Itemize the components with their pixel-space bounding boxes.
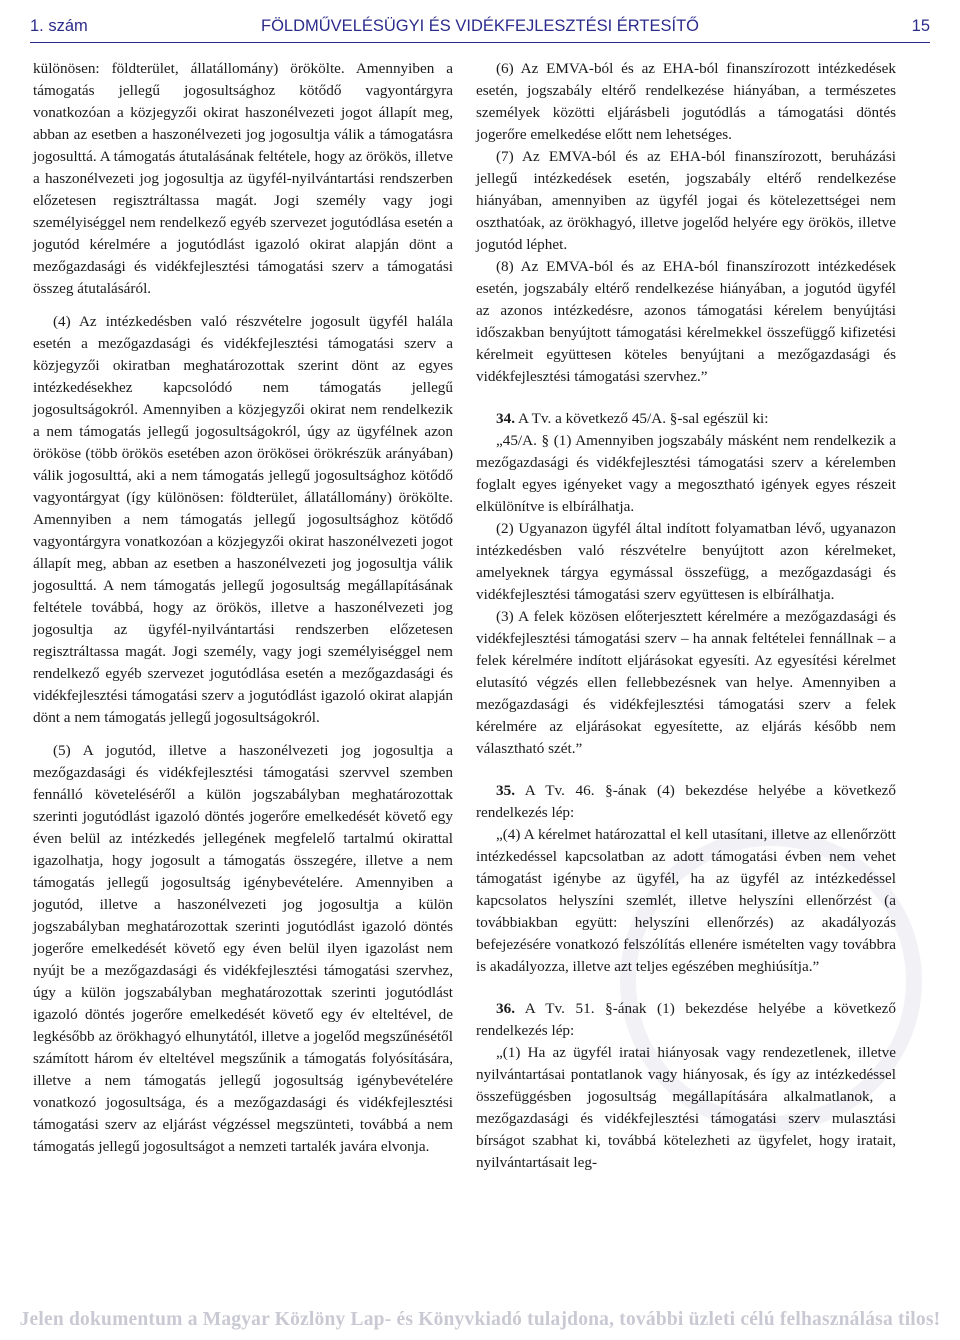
section-35-paragraph-1: „(4) A kérelmet határozattal el kell utasítani, illetve az ellenőrzött intézkedéssel kapcsolatban az adott támogatási évben nem vehet támogatást igénybe az ügyfél, ha az ügyfél az intézkedéssel kapcsolatos helyszíni szemlét, illetve helyszíni ellenőrzést (a továbbiakban együtt: helyszíni ellenőrzés) az akadályozás befejezésére vonatkozó felszólítás ellenére ismételten vagy továbbra is akadályozza, illetve azt teljes egészében meghiúsítja.”: [476, 826, 896, 975]
section-34-paragraph-3: (3) A felek közösen előterjesztett kérelmére a mezőgazdasági és vidékfejlesztési támogatási szerv – ha annak feltételei fennállnak – a felek kérelmére indított eljárásokat egyesíti. Az egyesítési kérelmet elutasító végzés ellen fellebbezésnek van helye. Amennyiben a mezőgazdasági és vidékfejlesztési támogatási szerv a felek kérelmére az eljárásokat egyesítette, az eljárás később nem választható szét.”: [476, 608, 896, 757]
section-36-paragraph-1: „(1) Ha az ügyfél iratai hiányosak vagy rendezetlenek, illetve nyilvántartásai pontatlanok vagy hiányosak, és így az intézkedéssel összefüggésben jogosultság megállapítására alkalmatlanok, a mezőgazdasági és vidékfejlesztési támogatási szerv mulasztási bírságot szabhat ki, továbbá kötelezheti az ügyfelet, hogy iratait, nyilvántartásait leg-: [476, 1044, 896, 1171]
paragraph-6: (6) Az EMVA-ból és az EHA-ból finanszírozott intézkedések esetén, jogszabály eltérő rendelkezése hiányában, a természetes személyek közötti eljárásbeli jogutódlás a támogatási döntés jogerőre emelkedése előtt nem lehetséges.: [476, 60, 896, 143]
paragraph-5: (5) A jogutód, illetve a haszonélvezeti jog jogosultja a mezőgazdasági és vidékfejlesztési támogatási szervvel szemben fennálló követeléséről a külön jogszabályban meghatározottak szerinti jogutódlást igazoló döntés jogerőre emelkedését követő egy éven belül az intézkedés jellegének megfelelő tartalmú okirattal igazolhatja, hogy jogosult a támogatás összegére, illetve a nem támogatás jellegű jogosultság igénybevételére. Amennyiben a jogutód, illetve a haszonélvezeti jog jogosultja a külön jogszabályban meghatározottak szerinti jogutódlást igazoló döntés jogerőre emelkedését követő egy éven belül ilyen igazolást nem nyújt be a mezőgazdasági és vidékfejlesztési támogatási szervhez, úgy a külön jogszabályban meghatározottak szerinti jogutódlást igazoló döntés jogerőre emelkedését követő egy év elteltével, de legkésőbb az örökhagyó elhunytától, illetve a jogelőd megszűnésétől számított három év elteltével megszűnik a támogatás folyósítására, illetve a nem támogatás jellegű jogosultság igénybevételére vonatkozó jogosultsága, és a mezőgazdasági és vidékfejlesztési támogatási szerv az eljárást végzéssel megszünteti, továbbá a nem támogatás jellegű jogosultságot a nemzeti tartalék javára elvonja.: [33, 742, 453, 1155]
page-number: 15: [911, 17, 930, 35]
section-36-heading: [476, 998, 896, 1042]
right-column: [476, 58, 896, 1174]
left-column: [33, 58, 453, 1158]
section-36-number: 36.: [496, 1000, 515, 1017]
section-35-intro: A Tv. 46. §-ának (4) bekezdése helyébe a következő rendelkezés lép:: [476, 782, 896, 821]
section-34-number: 34.: [496, 410, 515, 427]
publication-title: FÖLDMŰVELÉSÜGYI ÉS VIDÉKFEJLESZTÉSI ÉRTESÍTŐ: [261, 17, 699, 35]
copyright-watermark: Jelen dokumentum a Magyar Közlöny Lap- és Könyvkiadó tulajdona, további üzleti célú felhasználása tilos!: [0, 1300, 960, 1340]
section-35-number: 35.: [496, 782, 515, 799]
section-36-intro: A Tv. 51. §-ának (1) bekezdése helyébe a következő rendelkezés lép:: [476, 1000, 896, 1039]
section-34-intro: A Tv. a következő 45/A. §-sal egészül ki:: [514, 410, 769, 427]
section-35-heading: [476, 780, 896, 824]
section-34-paragraph-2: (2) Ugyanazon ügyfél által indított folyamatban lévő, ugyanazon intézkedésben való részvételre benyújtott azon kérelmeket, amelyeknek tárgya egymással összefügg, a mezőgazdasági és vidékfejlesztési támogatási szerv együttesen is elbírálhatja.: [476, 520, 896, 603]
section-34-heading: [476, 408, 896, 430]
section-34-paragraph-1: „45/A. § (1) Amennyiben jogszabály másként nem rendelkezik a mezőgazdasági és vidékfejlesztési támogatási szerv a kérelemben foglalt egyes igényeket vagy a megosztható igények egyes részeit elkülönítve is elbírálhatja.: [476, 432, 896, 515]
paragraph-8: (8) Az EMVA-ból és az EHA-ból finanszírozott intézkedések esetén, jogszabály eltérő rendelkezése hiányában, a jogutód ügyfél az azonos intézkedésre, azonos támogatási kérelem benyújtási időszakban benyújtott támogatási kérelmekkel összefüggő kifizetési kérelmeit együttesen köteles benyújtani a mezőgazdasági és vidékfejlesztési támogatási szervhez.”: [476, 258, 896, 385]
paragraph-4: (4) Az intézkedésben való részvételre jogosult ügyfél halála esetén a mezőgazdasági és vidékfejlesztési támogatási szerv a közjegyzői okiratban meghatározottak szerint dönt az egyes intézkedésekhez kapcsolódó nem támogatás jellegű jogosultságokról. Amennyiben a közjegyzői okirat nem rendelkezik a nem támogatás jellegű jogosultságokról, úgy az ügyfélnek azon örököse (több örökös esetében azon örökösei örökrészük arányában) válik jogosulttá, aki a nem támogatás jellegű jogosultsághoz kötődő vagyontárgyat (így különösen: földterület, állatállomány) örökölte. Amennyiben a nem támogatás jellegű jogosultsághoz kötődő vagyontárgyra vonatkozóan a közjegyzői okirat haszonélvezeti jogot állapít meg, abban az esetben a haszonélvezeti jog jogosultja válik jogosulttá. A nem támogatás jellegű jogosultság megállapításának feltétele továbbá, hogy az örökös, illetve a haszonélvezeti jog jogosultja az ügyfél-nyilvántartási rendszerben előzetesen regisztráltassa magát. Jogi személy, vagy jogi személyiséggel nem rendelkező egyéb szervezet jogutódlása esetén a mezőgazdasági és vidékfejlesztési támogatási szerv a jogutódlást igazoló okirat alapján dönt a nem támogatás jellegű jogosultságokról.: [33, 313, 453, 726]
issue-number: 1. szám: [30, 17, 88, 35]
paragraph-7: (7) Az EMVA-ból és az EHA-ból finanszírozott, beruházási jellegű intézkedések esetén, jogszabály eltérő rendelkezése hiányában, amennyiben az ügyfél jogai és kötelezettségei nem oszthatóak, az örökhagyó, illetve jogelőd helyére egy örökös, illetve jogutód léphet.: [476, 148, 896, 253]
page-header: [30, 14, 930, 43]
paragraph-3-continued: különösen: földterület, állatállomány) örökölte. Amennyiben a támogatás jellegű jogosultsághoz kötődő vagyontárgyra vonatkozóan a közjegyzői okirat haszonélvezeti jogot állapít meg, abban az esetben a haszonélvezeti jog jogosultja válik a támogatásra jogosulttá. A támogatás átutalásának feltétele, hogy az örökös, illetve a haszonélvezeti jog jogosultja az ügyfél-nyilvántartási rendszerben előzetesen regisztráltassa magát. Jogi személy vagy jogi személyiséggel nem rendelkező egyéb szervezet jogutódlása esetén a jogutód kérelmére a jogutódlást igazoló okirat alapján dönt a mezőgazdasági és vidékfejlesztési támogatási szerv a támogatási összeg átutalásáról.: [33, 60, 453, 297]
